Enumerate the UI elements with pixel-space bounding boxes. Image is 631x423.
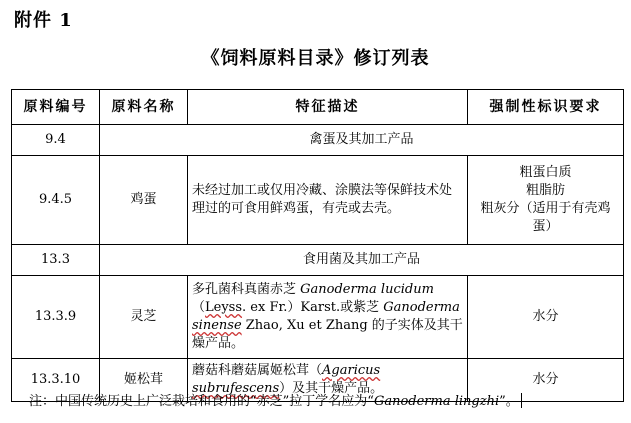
requirement-item: 粗脂肪 bbox=[525, 183, 565, 198]
header-code: 原料编号 bbox=[12, 90, 100, 125]
material-requirements: 水分 bbox=[468, 359, 624, 402]
section-code: 9.4 bbox=[12, 125, 100, 156]
header-features: 特征描述 bbox=[188, 90, 468, 125]
revision-table bbox=[11, 89, 624, 402]
latin-name: subrufescens bbox=[192, 381, 280, 396]
header-requirements: 强制性标识要求 bbox=[468, 90, 624, 125]
table-row bbox=[12, 125, 624, 156]
table-row bbox=[12, 276, 624, 359]
latin-name: sinense bbox=[192, 318, 242, 333]
material-name: 灵芝 bbox=[100, 276, 188, 359]
feature-text: （ bbox=[192, 300, 206, 315]
material-code: 13.3.9 bbox=[12, 276, 100, 359]
footnote-text: ”。 bbox=[499, 394, 519, 409]
material-name: 鸡蛋 bbox=[100, 156, 188, 245]
material-code: 9.4.5 bbox=[12, 156, 100, 245]
header-name: 原料名称 bbox=[100, 90, 188, 125]
material-features: 未经过加工或仅用冷藏、涂膜法等保鲜技术处理过的可食用鲜鸡蛋，有壳或去壳。 bbox=[188, 156, 468, 245]
latin-name: Agaricus bbox=[322, 363, 381, 378]
latin-name: Ganoderma lingzhi bbox=[373, 394, 500, 409]
section-label: 禽蛋及其加工产品 bbox=[100, 125, 624, 156]
material-features bbox=[188, 276, 468, 359]
requirement-item: 粗蛋白质 bbox=[519, 165, 572, 180]
feature-text: ）及其干燥产品。 bbox=[279, 381, 384, 396]
latin-name: Ganoderma bbox=[383, 300, 460, 315]
document-title: 《饲料原料目录》修订列表 bbox=[201, 48, 430, 69]
material-requirements: 水分 bbox=[468, 276, 624, 359]
requirement-item: 粗灰分（适用于有壳鸡蛋） bbox=[480, 201, 611, 234]
table-row bbox=[12, 245, 624, 276]
attachment-label: 附件 1 bbox=[14, 10, 73, 31]
text-cursor bbox=[521, 393, 522, 408]
material-code: 13.3.10 bbox=[12, 359, 100, 402]
feature-text: 多孔菌科真菌赤芝 bbox=[192, 282, 301, 297]
feature-text: 蘑菇科蘑菇属姬松茸（ bbox=[192, 363, 323, 378]
feature-text: . ex Fr.）Karst.或紫芝 bbox=[242, 300, 384, 315]
material-name: 姬松茸 bbox=[100, 359, 188, 402]
feature-text: Zhao, Xu et Zhang 的子实体及其干燥产品。 bbox=[192, 318, 463, 351]
material-requirements bbox=[468, 156, 624, 245]
table-row bbox=[12, 156, 624, 245]
feature-text: Leyss bbox=[205, 300, 243, 315]
table-header-row bbox=[12, 90, 624, 125]
section-code: 13.3 bbox=[12, 245, 100, 276]
section-label: 食用菌及其加工产品 bbox=[100, 245, 624, 276]
latin-name: Ganoderma lucidum bbox=[300, 282, 434, 297]
footnote bbox=[29, 390, 522, 409]
footnote-text: 注：中国传统历史上广泛栽培和食用的“赤芝”拉丁学名应为“ bbox=[29, 394, 374, 409]
